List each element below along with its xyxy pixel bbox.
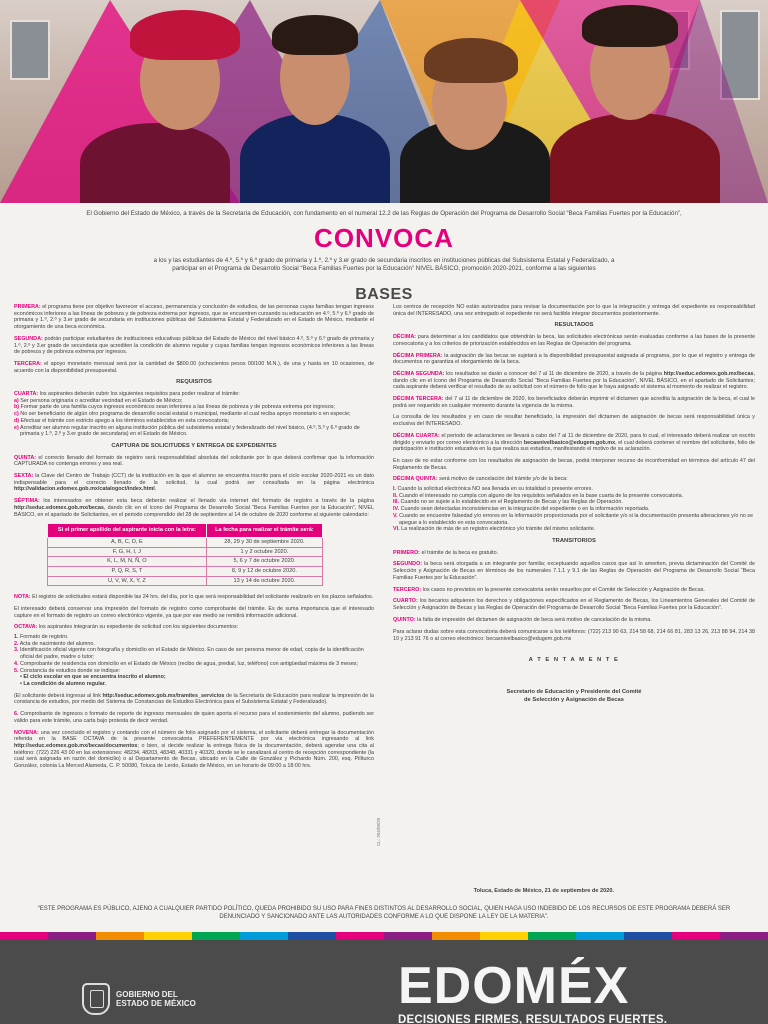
- list-item: • El ciclo escolar en que se encuentra inscrito el alumno;: [20, 674, 166, 681]
- table-header: La fecha para realizar el trámite será:: [206, 524, 322, 538]
- stripe-segment: [576, 932, 624, 940]
- list-item: d) Efectuar el trámite con estricto apego a los términos establecidos en esta convocatoria;: [14, 417, 230, 424]
- base-decima-quinta: DÉCIMA QUINTA: será motivo de cancelación del trámite y/o de la beca:: [393, 476, 568, 483]
- stripe-segment: [144, 932, 192, 940]
- color-stripe: [0, 932, 768, 940]
- list-item: VI. La realización de más de un registro electrónico y/o trámite del mismo solicitante.: [393, 526, 596, 533]
- transitorio-quinto: QUINTO: la falta de impresión del dictamen de asignación de beca será motivo de cancelación de la misma.: [393, 616, 652, 623]
- list-item: 5. Constancia de estudios donde se indique:: [14, 667, 121, 674]
- email-link[interactable]: becasnivelbasico@edugem.gob.mx: [523, 439, 616, 446]
- consulta-note: La consulta de los resultados y en caso de resultar beneficiado, la impresión del dictamen de asignación de becas será responsabilidad única y exclusiva del INTERESADO.: [393, 414, 755, 428]
- stripe-segment: [720, 932, 768, 940]
- table-row: K, L, M, N, Ñ, O 5, 6 y 7 de octubre 2020.: [48, 557, 323, 567]
- requisitos-list: [14, 398, 374, 438]
- gob-line-1: GOBIERNO DEL: [116, 989, 178, 999]
- date-line: Toluca, Estado de México, 21 de septiembre de 2020.: [473, 888, 614, 894]
- resultados-heading: RESULTADOS: [554, 322, 594, 329]
- base-decima: DÉCIMA: para determinar a los candidatos que obtendrán la beca, las solicitudes electrónicas serán evaluadas conforme a las bases de la presente convocatoria y a los criterios de priorización establecidos en las Reglas de Operación del programa.: [393, 334, 755, 347]
- stripe-segment: [528, 932, 576, 940]
- table-row: P, Q, R, S, T 8, 9 y 12 de octubre 2020.: [48, 567, 323, 577]
- legal-notice: “ESTE PROGRAMA ES PÚBLICO, AJENO A CUALQUIER PARTIDO POLÍTICO, QUEDA PROHIBIDO SU USO PARA FINES DISTINTOS AL DESARROLLO SOCIAL, QUIEN HAGA USO INDEBIDO DE LOS RECURSOS DE ESTE PROGRAMA DEBERÁ SER DENUNCIADO Y SANCIONADO ANTE LAS AUTORIDADES CONFORME A LO QUE DISPONE LA LEY DE LA MATERIA”.: [37, 906, 731, 920]
- stripe-segment: [480, 932, 528, 940]
- inconforme-note: En caso de no estar conforme con los resultados de asignación de becas, podrá interponer recurso de inconformidad en términos del artículo 47 del Reglamento de Becas.: [393, 457, 755, 471]
- base-quinta: QUINTA: el correcto llenado del formato de registro será responsabilidad absoluta del solicitante por lo que deberá confirmar que la información CAPTURADA no contenga errores y sea real.: [14, 454, 374, 468]
- nota: NOTA: El registro de solicitudes estará disponible las 24 hrs. del día, por lo que será responsabilidad del solicitante realizarlo en los plazos señalados.: [14, 594, 374, 601]
- list-item: e) Acreditar ser alumno regular inscrito en alguna institución pública del subsistema estatal y federalizado del nivel básico, (4.º, 5.º y 6.º grado de primaria y 1.º, 2.º y 3.er grado de secundaria) en el Estado de México.: [14, 424, 360, 438]
- page-title: CONVOCA: [314, 222, 454, 253]
- intro-lead: El Gobierno del Estado de México, a través de la Secretaría de Educación, con fundamento en el numeral 12.2 de las Reglas de Operación del Programa de Desarrollo Social “Beca Familias Fuertes por la Educación”,: [86, 210, 682, 217]
- becas-link[interactable]: http://seduc.edomex.gob.mx/becas: [14, 504, 104, 511]
- atentamente: A T E N T A M E N T E: [528, 656, 620, 663]
- stripe-segment: [0, 932, 48, 940]
- base-decima-cuarta: DÉCIMA CUARTA: el periodo de aclaraciones se llevará a cabo del 7 al 11 de diciembre de 2020, para lo cual, el interesado deberá realizar un escrito dirigido y enviarlo por correo electrónico a la dirección becasnivelbasico@edugem.gob.mx, el cual deberá contener el nombre del solicitante, folio de participación e institución educativa en la que realiza sus estudios, manifestando el motivo de su aclaración.: [393, 432, 755, 453]
- stripe-segment: [288, 932, 336, 940]
- transitorio-cuarto: CUARTO: los becarios adquieren los derechos y obligaciones especificados en el Reglamento de Becas, los Lineamientos Generales del Comité de Selección y Asignación de Becas y las Reglas de Operación del Programa de Desarrollo Social “Beca Familias Fuertes por la Educación”.: [393, 598, 755, 611]
- base-septima: SÉPTIMA: los interesados en obtener esta beca deberán realizar el llenado vía internet del formato de registro a través de la página http://seduc.edomex.gob.mx/becas, dando clic en el ícono del Programa de Desarrollo Social “Beca Familias Fuertes por la Educación”, NIVEL BÁSICO, en el apartado de Solicitantes, en el periodo comprendido del 28 de septiembre al 14 de octubre de 2020 conforme al siguiente calendario:: [14, 498, 374, 518]
- constancia-note: (El solicitante deberá ingresar al link http://seduc.edomex.gob.mx/tramites_servicios de la Secretaría de Educación para realizar la impresión de la constancia de estudios, por medio del Sistema de Constancias de Estudios Electrónica para el Subsistema Estatal y Federalizado).: [14, 692, 374, 706]
- hero-photo: [0, 0, 768, 203]
- left-column: [14, 304, 374, 775]
- stripe-segment: [672, 932, 720, 940]
- cct-link[interactable]: http://validacion.edomex.gob.mx/catalogoct/index.html: [14, 486, 155, 493]
- base-decima-primera: DÉCIMA PRIMERA: la asignación de las becas se sujetará a la disponibilidad presupuestal asignada al programa, por lo que el registro y entrega de documentos no garantiza el otorgamiento de la beca.: [393, 352, 755, 366]
- stripe-segment: [624, 932, 672, 940]
- captura-heading: CAPTURA DE SOLICITUDES Y ENTREGA DE EXPEDIENTES: [111, 442, 277, 449]
- table-row: U, V, W, X, Y, Z 13 y 14 de octubre 2020.: [48, 576, 323, 586]
- folio: CL: 204/09/20: [376, 817, 381, 846]
- stripe-segment: [240, 932, 288, 940]
- transitorio-segundo: SEGUNDO: la beca será otorgada a un integrante por familia; exceptuando aquellos casos que así lo ameriten, previa dictaminación del Comité de Selección y Asignación de Becas en términos de los numerales 7.1.1 y 9.1 de las Reglas de Operación del Programa de Desarrollo Social “Beca Familias Fuertes por la Educación”.: [393, 561, 755, 581]
- base-primera: PRIMERA: el programa tiene por objetivo favorecer el acceso, permanencia y conclusión de estudios, de las personas cuyas familias tengan ingresos económicos inferiores a las líneas de pobreza y de pobreza extrema por ingresos, que se encuentren cursando su educación en 4.º, 5.º y 6.º grado de primaria y 1.º, 2.º y 3.er grado de secundaria en instituciones públicas del Subsistema Estatal y Federalizado en el Estado de México, mediante el otorgamiento de una beca económica.: [14, 304, 374, 331]
- interesado-note: El interesado deberá conservar una impresión del formato de registro como comprobante del trámite. Es de suma importancia que el interesado capture en el formato de registro un correo electrónico vigente, ya que por ese medio se remitirá información adicional.: [14, 605, 374, 619]
- list-item: IV. Cuando sean detectadas inconsistencias en la integración del expediente o en la información reportada.: [393, 506, 650, 513]
- list-item: c) No ser beneficiario de algún otro programa de desarrollo social estatal o municipal, mediante el cual reciba apoyo monetario o en especie;: [14, 411, 351, 418]
- list-item: a) Ser persona originaria o acreditar vecindad en el Estado de México;: [14, 397, 183, 404]
- state-seal-icon: [82, 983, 110, 1015]
- list-item: II. Cuando el interesado no cumpla con alguno de los requisitos señalados en la base cuarta de la presente convocatoria.: [393, 492, 684, 499]
- edomex-wordmark: EDOMÉX: [398, 957, 630, 1015]
- stripe-segment: [336, 932, 384, 940]
- stripe-segment: [192, 932, 240, 940]
- base-cuarta: CUARTA: los aspirantes deberán cubrir los siguientes requisitos para poder realizar el trámite:: [14, 391, 240, 398]
- signature-block: Secretario de Educación y Presidente del Comité de Selección y Asignación de Becas: [506, 689, 642, 703]
- base-novena: NOVENA: una vez concluido el registro y contando con el número de folio asignado por el sistema, el solicitante deberá entregar la documentación referida en la BASE OCTAVA de la presente convocatoria PREFERENTEMENTE por vía electrónica ingresando al link http://seduc.edomex.gob.mx/becas/documentos; o bien, si decide realizar la entrega física de la documentación, deberá agendar una cita al teléfono: (722) 226 43 00 en las extensiones: 48234, 48203, 48348, 40331 y 40320, donde se le canalizará al centro de recepción correspondiente (la cual será asignada en razón del domicilio) o al Departamento de Becas, ubicado en la Calle de González y Pichardo Núm. 200, esq. Pilíturco González, colonia La Merced Alameda, C. P. 50080, Toluca de Lerdo, Estado de México, en un horario de 09:00 a 18:00 hrs.: [14, 729, 374, 770]
- list-item: 1. Formato de registro.: [14, 634, 69, 641]
- intro-body: a los y las estudiantes de 4.º, 5.º y 6.º grado de primaria y 1.º, 2.º y 3.er grado de secundaria inscritos en instituciones públicas del Subsistema Estatal y Federalizado, a participar en el Programa de Desarrollo Social “Beca Familias Fuertes por la Educación” NIVEL BÁSICO, promoción 2020-2021, conforme a las siguientes: [153, 256, 615, 272]
- stripe-segment: [48, 932, 96, 940]
- base-octava: OCTAVA: los aspirantes integrarán su expediente de solicitud con los siguientes documentos:: [14, 624, 239, 631]
- base-decima-segunda: DÉCIMA SEGUNDA: los resultados se darán a conocer del 7 al 11 de diciembre de 2020, a través de la página http://seduc.edomex.gob.mx/becas, dando clic en el ícono del Programa de Desarrollo Social “Beca Familias Fuertes por la Educación”, NIVEL BÁSICO, en el apartado de Solicitantes; cada aspirante deberá verificar el resultado de su solicitud con el número de folio que le haya asignado el sistema al momento de realizar el registro.: [393, 370, 756, 391]
- bases-heading: BASES: [355, 286, 413, 303]
- list-item: 4. Comprobante de residencia con domicilio en el Estado de México (recibo de agua, predial, luz, teléfono) con antigüedad máxima de 3 meses;: [14, 660, 359, 667]
- stripe-segment: [384, 932, 432, 940]
- right-column: [393, 304, 755, 704]
- transitorio-primero: PRIMERO: el trámite de la beca es gratuito.: [393, 549, 499, 556]
- transitorio-tercero: TERCERO: los casos no previstos en la presente convocatoria serán resueltos por el Comité de Selección y Asignación de Becas.: [393, 586, 705, 593]
- documentos-list: [14, 634, 374, 688]
- documentos-link[interactable]: http://seduc.edomex.gob.mx/becas/documentos: [14, 742, 138, 749]
- gobierno-logo: [82, 983, 196, 1015]
- list-item: III. Cuando no se sujete a lo establecido en el Reglamento de Becas y las Reglas de Operación.: [393, 499, 623, 506]
- base-decima-tercera: DÉCIMA TERCERA: del 7 al 11 de diciembre de 2020, los beneficiados deberán imprimir el dictamen que acredita la asignación de la beca, el cual le podrá ser requerido en cualquier momento durante la vigencia de la misma.: [393, 396, 755, 409]
- list-item: • La condición de alumno regular.: [20, 680, 107, 687]
- calendar-table: [47, 523, 323, 586]
- resultados-link[interactable]: http://seduc.edomex.gob.mx/becas: [663, 370, 754, 377]
- list-item: b) Formar parte de una familia cuyos ingresos económicos sean inferiores a las líneas de pobreza y de pobreza extrema por ingresos;: [14, 404, 335, 411]
- transitorios-heading: TRANSITORIOS: [552, 537, 596, 544]
- item-6: 6. Comprobante de ingresos o formato de reporte de ingresos mensuales de quien aporta el recurso para el sostenimiento del alumno, pudiendo ser válido para este trámite, una carta bajo protesta de decir verdad.: [14, 711, 374, 724]
- list-item: I. Cuando la solicitud electrónica NO sea llenada en su totalidad o presente errores.: [393, 486, 593, 493]
- base-sexta: SEXTA: la Clave del Centro de Trabajo (CCT) de la institución en la que el alumno se encuentra inscrito para el ciclo escolar 2020-2021 es un dato indispensable para el correcto llenado de la solicitud, la cual podrá ser consultada en la página electrónica http://validacion.edomex.gob.mx/catalogoct/index.html.: [14, 473, 374, 493]
- slogan: DECISIONES FIRMES, RESULTADOS FUERTES.: [398, 1014, 668, 1024]
- stripe-segment: [432, 932, 480, 940]
- edomex-logo: [398, 957, 668, 1024]
- table-row: A, B, C, D, E 28, 29 y 30 de septiembre 2020.: [48, 538, 323, 548]
- centros-note: Los centros de recepción NO están autorizados para revisar la documentación por lo que la integración y entrega del expediente es responsabilidad única del INTERESADO, una vez entregado el expediente no será factible integrar documentos posteriormente.: [393, 304, 755, 317]
- table-header: Si el primer apellido del aspirante inicia con la letra:: [48, 524, 207, 538]
- cancelacion-list: [393, 486, 755, 533]
- contacto-note: Para aclarar dudas sobre esta convocatoria deberá comunicarse a los teléfonos: (722) 213 90 63, 214 58 68, 214 66 81, 283 13 26, 213 88 94, 214 38 10 y 213 91 76 o al correo electrónico: becasnivelbasico@edugem.gob.mx: [393, 629, 755, 643]
- tramites-link[interactable]: http://seduc.edomex.gob.mx/tramites_servicios: [102, 692, 225, 699]
- table-row: F, G, H, I, J 1 y 2 octubre 2020.: [48, 547, 323, 557]
- gob-line-2: ESTADO DE MÉXICO: [116, 999, 196, 1008]
- requisitos-heading: REQUISITOS: [176, 379, 212, 386]
- list-item: V. Cuando se encuentre falsedad y/o errores en la información proporcionada por el solicitante y/o si la documentación presenta alteraciones y/o no se apegue a lo establecido en esta convocatoria.: [393, 512, 754, 526]
- list-item: 3. Identificación oficial vigente con fotografía y domicilio en el Estado de México. En caso de ser persona menor de edad, copia de la identificación oficial del padre, madre o tutor;: [14, 647, 364, 661]
- stripe-segment: [96, 932, 144, 940]
- base-tercera: TERCERA: el apoyo monetario mensual será por la cantidad de $800.00 (ochocientos pesos 00/100 M.N.), de una y hasta en 10 ocasiones, de acuerdo con la disponibilidad presupuestal.: [14, 360, 374, 374]
- list-item: 2. Acta de nacimiento del alumno.: [14, 640, 95, 647]
- base-segunda: SEGUNDA: podrán participar estudiantes de instituciones educativas públicas del Estado de México del nivel básico 4.º, 5.º y 6.º grado de primaria y 1.º, 2.º y 3.er grado de secundaria que acrediten la condición de alumno regular y cuyas familias tengan ingresos económicos inferiores a las líneas de pobreza y de pobreza extrema por ingresos.: [14, 335, 374, 356]
- intro-section: [30, 210, 738, 274]
